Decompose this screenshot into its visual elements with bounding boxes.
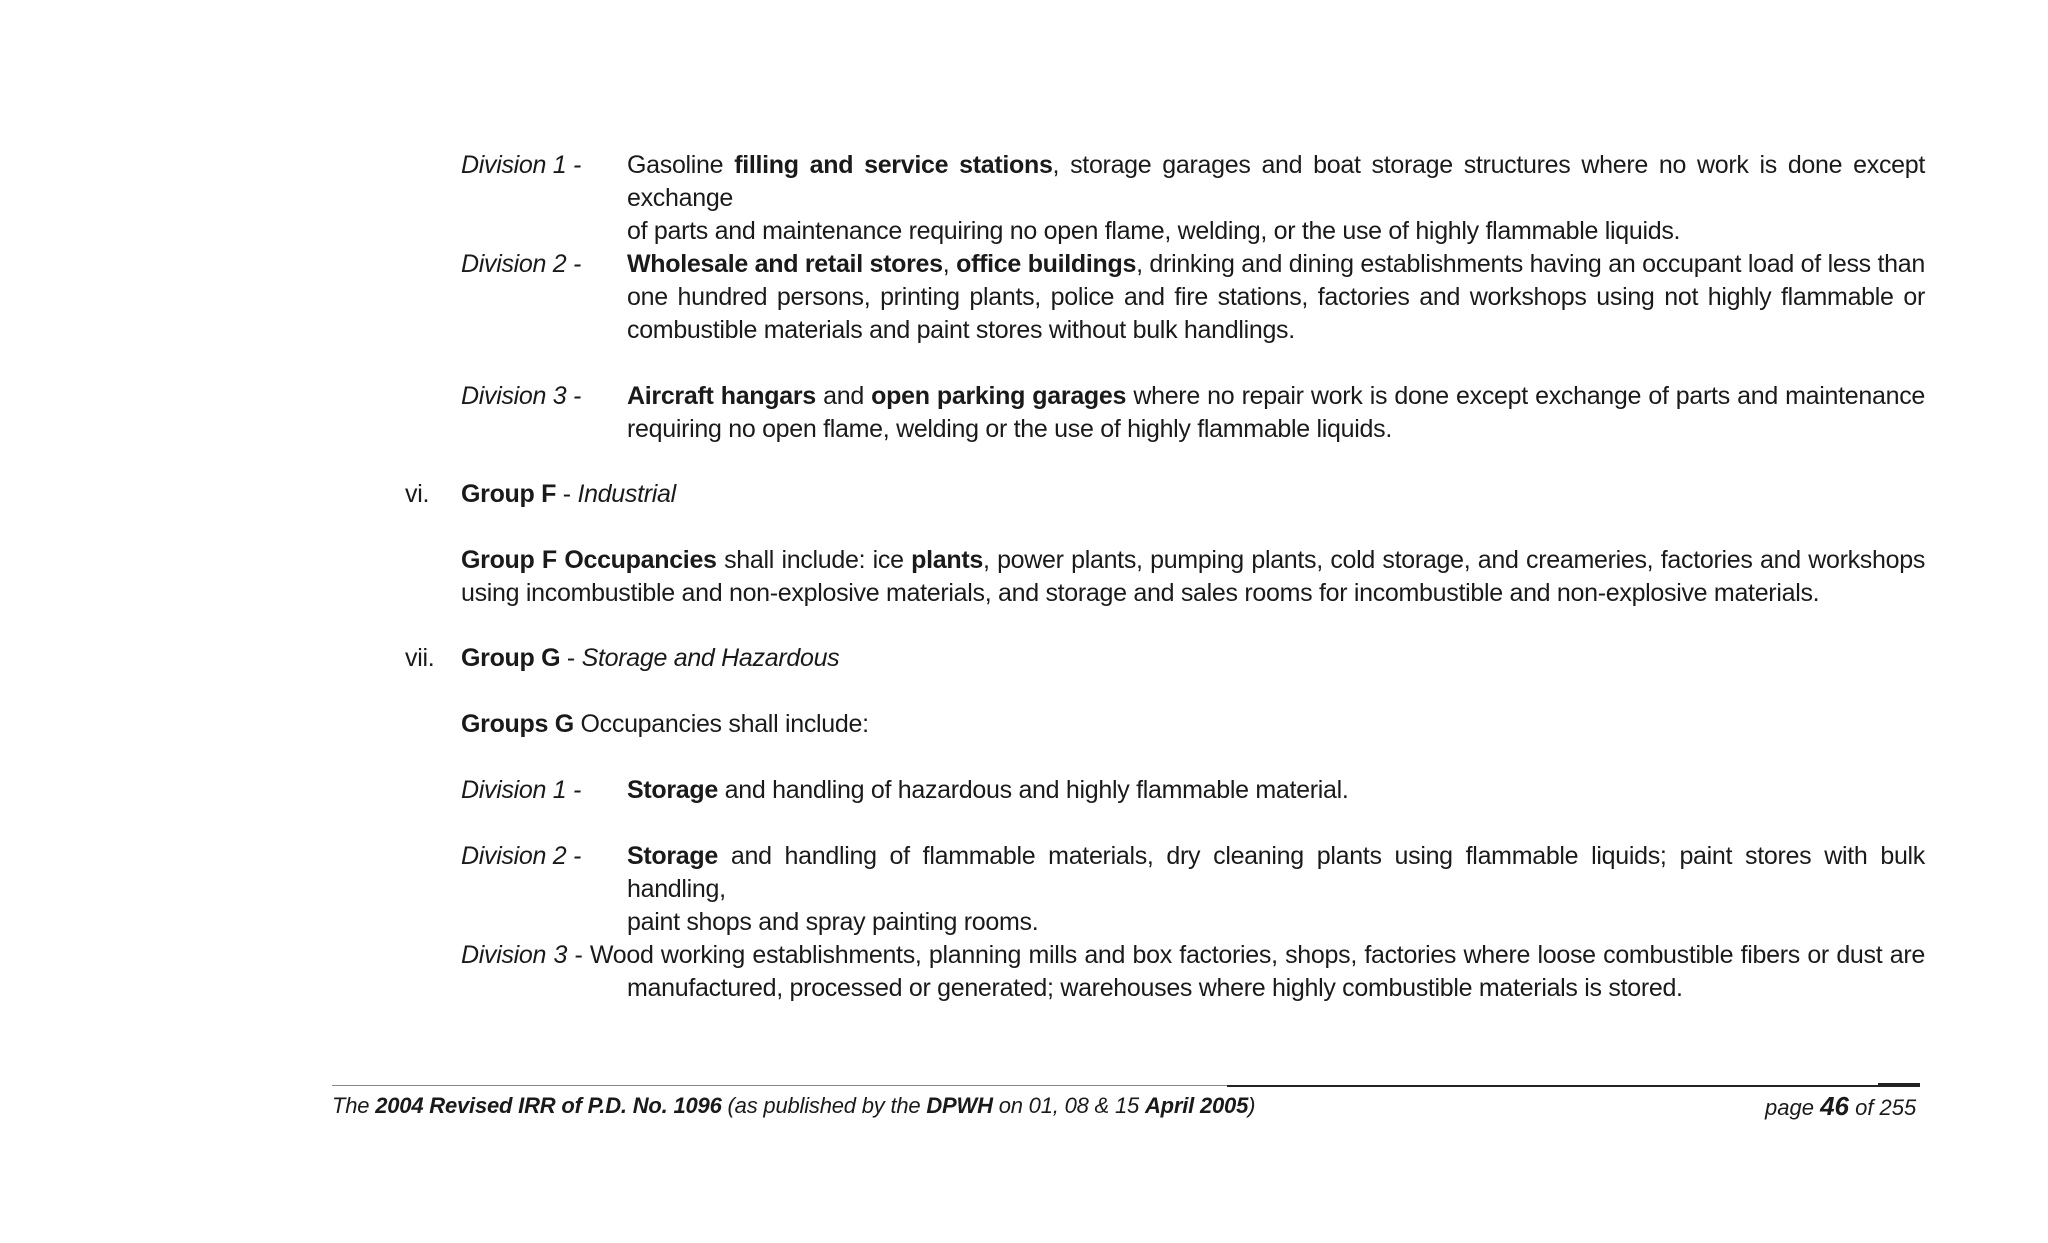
division-label: Division 3 bbox=[461, 941, 568, 969]
section-heading: Group F - Industrial bbox=[461, 480, 676, 508]
division-text-continuation: manufactured, processed or generated; warehouses where highly combustible materials is stored. bbox=[627, 974, 1683, 1002]
list-numeral: vii. bbox=[405, 644, 435, 672]
division-text: Wholesale and retail stores, office buildings, drinking and dining establishments having an occupant load of less than one hundred persons, printing plants, police and fire stations, factories and workshops using not highly flammable or combustible materials and paint stores without bulk handlings. bbox=[627, 250, 1925, 344]
division-label: Division 2 - bbox=[461, 842, 582, 870]
section-heading: Group G - Storage and Hazardous bbox=[461, 644, 840, 672]
page-number: page 46 of 255 bbox=[1765, 1091, 1917, 1121]
division-text: Division 3 - Wood working establishments, planning mills and box factories, shops, factories where loose combustible fibers or dust are bbox=[461, 941, 1925, 969]
list-numeral: vi. bbox=[405, 480, 430, 508]
division-text: Storage and handling of hazardous and highly flammable material. bbox=[627, 776, 1349, 804]
footer-citation: The 2004 Revised IRR of P.D. No. 1096 (as published by the DPWH on 01, 08 & 15 April 2005) bbox=[332, 1093, 1256, 1118]
footer-rule bbox=[1227, 1085, 1920, 1087]
division-text: Storage and handling of flammable materials, dry cleaning plants using flammable liquids; paint stores with bulk handling, paint shops and spray painting rooms. bbox=[627, 842, 1925, 936]
division-label: Division 1 - bbox=[461, 151, 582, 179]
division-label: Division 3 - bbox=[461, 382, 582, 410]
footer-rule-tick bbox=[1878, 1083, 1920, 1086]
division-text: Gasoline filling and service stations, storage garages and boat storage structures where no work is done except exchange of parts and maintenance requiring no open flame, welding, or the use of highly flammable liquids. bbox=[627, 151, 1926, 245]
division-text: Aircraft hangars and open parking garages where no repair work is done except exchange of parts and maintenance requiring no open flame, welding or the use of highly flammable liquids. bbox=[627, 382, 1925, 443]
section-intro: Groups G Occupancies shall include: bbox=[461, 710, 869, 738]
footer-rule-left bbox=[332, 1085, 1227, 1086]
section-paragraph: Group F Occupancies shall include: ice plants, power plants, pumping plants, cold storage, and creameries, factories and workshops using incombustible and non-explosive materials, and storage and sales rooms for incombustible and non-explosive materials. bbox=[461, 546, 1926, 607]
division-label: Division 2 - bbox=[461, 250, 582, 278]
division-label: Division 1 - bbox=[461, 776, 582, 804]
